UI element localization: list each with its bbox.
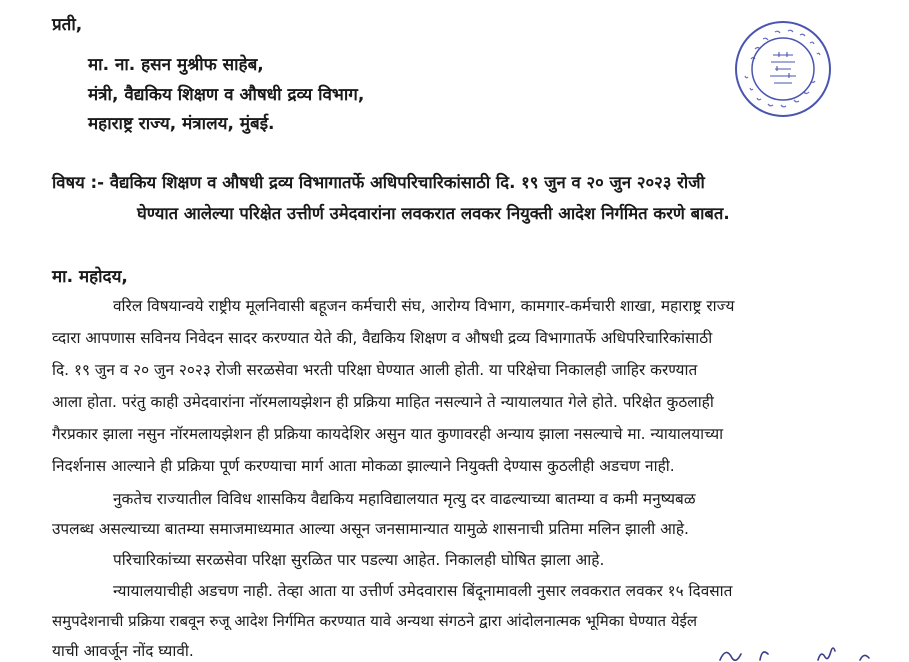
recipient-line: महाराष्ट्र राज्य, मंत्रालय, मुंबई. — [88, 114, 275, 134]
body-line: समुपदेशनाची प्रक्रिया राबवून रुजू आदेश निर्गमित करण्यात यावे अन्यथा संगठने द्वारा आंदोलनात्मक भूमिका घेण्यात येईल — [52, 612, 698, 630]
body-line: न्यायालयाचीही अडचण नाही. तेव्हा आता या उत्तीर्ण उमेदवारास बिंदूनामावली नुसार लवकरात लवकर १५ दिवसात — [113, 582, 733, 600]
to-label: प्रती, — [52, 15, 83, 35]
recipient-line: मंत्री, वैद्यकिय शिक्षण व औषधी द्रव्य विभाग, — [88, 85, 365, 105]
body-line: उपलब्ध असल्याच्या बातम्या समाजमाध्यमात आल्या असून जनसामान्यात यामुळे शासनाची प्रतिमा मलिन झाली आहे. — [52, 520, 689, 538]
body-line: याची आवर्जून नोंद घ्यावी. — [52, 642, 194, 660]
subject-line: घेण्यात आलेल्या परिक्षेत उत्तीर्ण उमेदवारांना लवकरात लवकर नियुक्ती आदेश निर्गमित करणे बाबत. — [137, 204, 730, 223]
body-line: नुकतेच राज्यातील विविध शासकिय वैद्यकिय महाविद्यालयात मृत्यु दर वाढल्याच्या बातम्या व कमी मनुष्यबळ — [113, 490, 696, 508]
salutation: मा. महोदय, — [52, 267, 128, 287]
body-line: दि. १९ जुन व २० जुन २०२३ रोजी सरळसेवा भरती परिक्षा घेण्यात आली होती. या परिक्षेचा निकालही जाहिर करण्यात — [52, 361, 698, 379]
recipient-line: मा. ना. हसन मुश्रीफ साहेब, — [88, 55, 264, 75]
body-line: गैरप्रकार झाला नसुन नॉरमलायझेशन ही प्रक्रिया कायदेशिर असुन यात कुणावरही अन्याय झाला नसल्याचे मा. न्यायालयाच्या — [52, 425, 724, 443]
organization-seal-icon — [733, 19, 833, 119]
signature-icon — [700, 640, 900, 661]
body-line: वरिल विषयान्वये राष्ट्रीय मूलनिवासी बहूजन कर्मचारी संघ, आरोग्य विभाग, कामगार-कर्मचारी शाखा, महाराष्ट्र राज्य — [113, 297, 735, 315]
body-line: व्दारा आपणास सविनय निवेदन सादर करण्यात येते की, वैद्यकिय शिक्षण व औषधी द्रव्य विभागातर्फे अधिपरिचारिकांसाठी — [52, 329, 713, 347]
body-line: आला होता. परंतु काही उमेदवारांना नॉरमलायझेशन ही प्रक्रिया माहित नसल्याने ते न्यायालयात गेले होते. परिक्षेत कुठलाही — [52, 393, 714, 411]
subject-line: विषय :- वैद्यकिय शिक्षण व औषधी द्रव्य विभागातर्फे अधिपरिचारिकांसाठी दि. १९ जुन व २० जुन २०२३ रोजी — [52, 173, 705, 192]
body-line: परिचारिकांच्या सरळसेवा परिक्षा सुरळित पार पडल्या आहेत. निकालही घोषित झाला आहे. — [113, 551, 605, 569]
body-line: निदर्शनास आल्याने ही प्रक्रिया पूर्ण करण्याचा मार्ग आता मोकळा झाल्याने नियुक्ती देण्यास कुठलीही अडचण नाही. — [52, 457, 675, 475]
